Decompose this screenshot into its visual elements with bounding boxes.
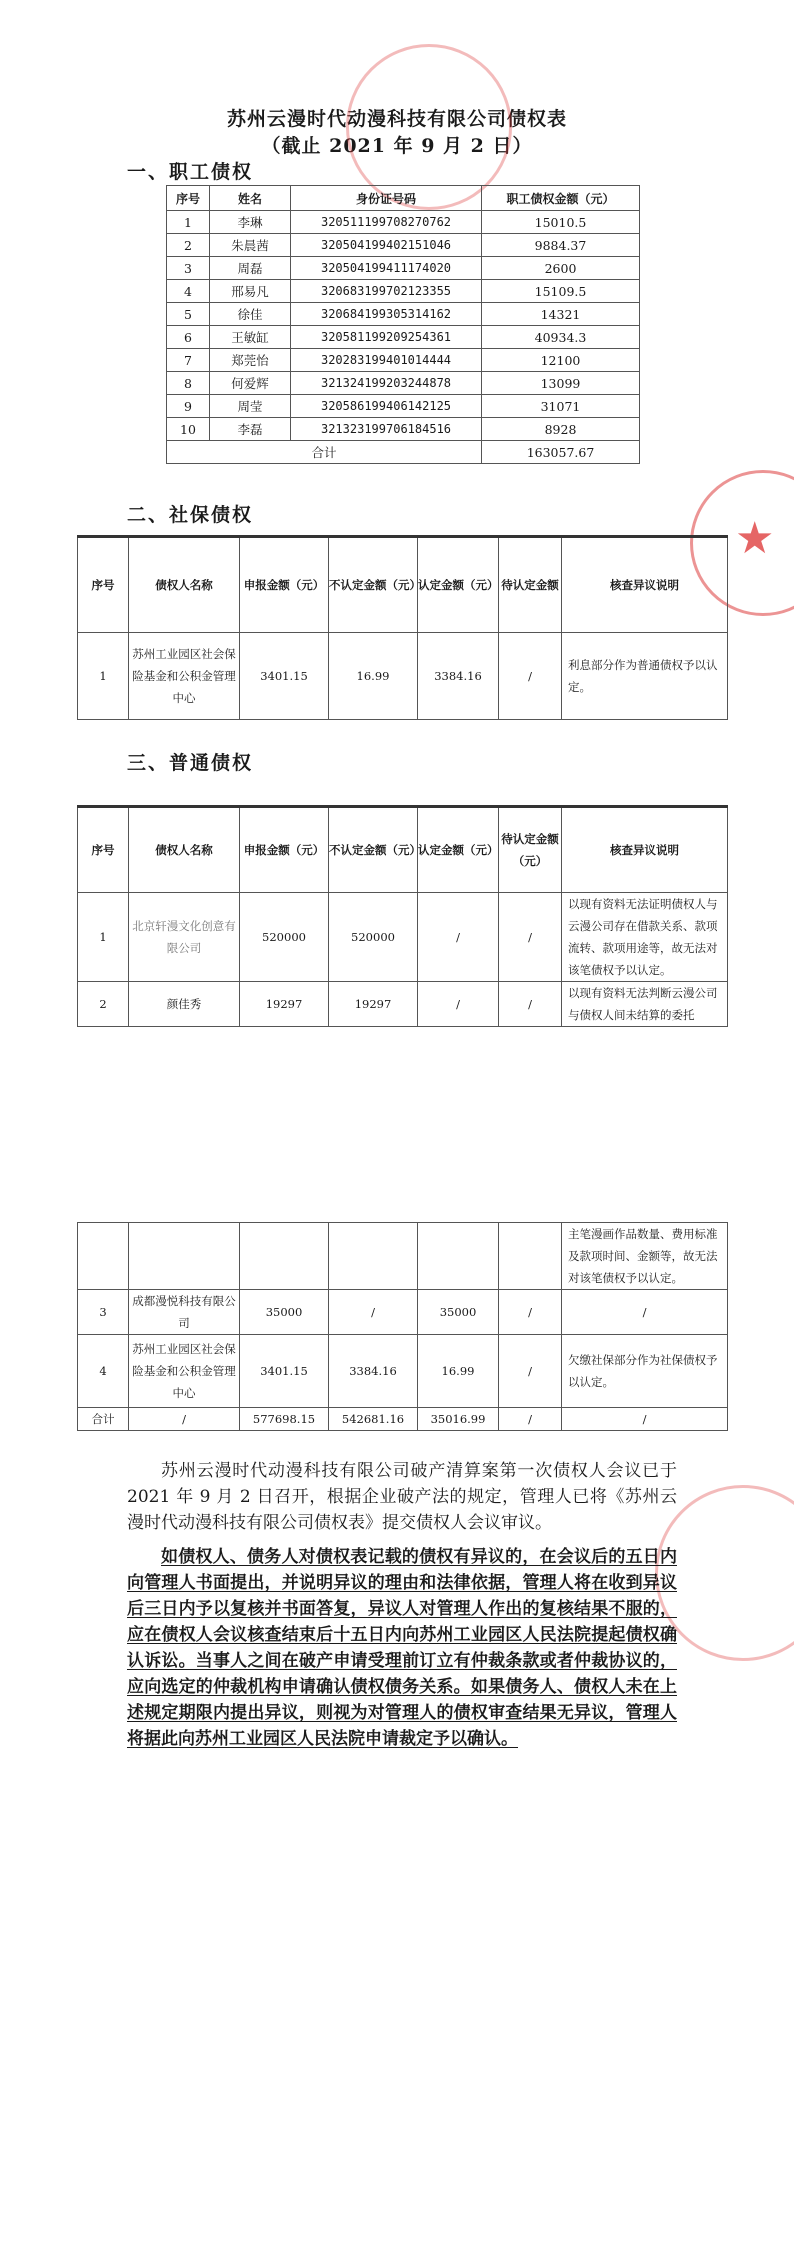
cell: 320283199401014444 xyxy=(291,349,482,372)
cell: 欠缴社保部分作为社保债权予以认定。 xyxy=(562,1335,728,1408)
section1-heading: 一、职工债权 xyxy=(127,161,254,183)
cell: / xyxy=(562,1290,728,1335)
header-cell: 债权人名称 xyxy=(129,807,240,893)
cell: 7 xyxy=(167,349,210,372)
cell: 利息部分作为普通债权予以认定。 xyxy=(562,633,728,720)
cell: 8 xyxy=(167,372,210,395)
cell: 8928 xyxy=(482,418,640,441)
cell: 320504199402151046 xyxy=(291,234,482,257)
header-cell: 序号 xyxy=(78,537,129,633)
header-cell: 申报金额（元） xyxy=(240,807,329,893)
cell: 4 xyxy=(78,1335,129,1408)
cell: 邢易凡 xyxy=(210,280,291,303)
header-cell: 职工债权金额（元） xyxy=(482,186,640,211)
cell: 320504199411174020 xyxy=(291,257,482,280)
cell: 主笔漫画作品数量、费用标准及款项时间、金额等，故无法对该笔债权予以认定。 xyxy=(562,1223,728,1290)
header-cell: 不认定金额（元） xyxy=(329,537,418,633)
cell: 3 xyxy=(78,1290,129,1335)
table-row xyxy=(78,1335,728,1408)
employee-claims-table xyxy=(166,185,640,464)
cell: 1 xyxy=(167,211,210,234)
cell: 1 xyxy=(78,893,129,982)
social-security-claims-table xyxy=(77,535,728,720)
cell: 31071 xyxy=(482,395,640,418)
cell: 5 xyxy=(167,303,210,326)
cell: 14321 xyxy=(482,303,640,326)
cell: 3 xyxy=(167,257,210,280)
header-cell: 认定金额（元） xyxy=(418,807,499,893)
header-cell: 核查异议说明 xyxy=(562,537,728,633)
header-cell: 序号 xyxy=(167,186,210,211)
cell: 577698.15 xyxy=(240,1408,329,1431)
cell: 19297 xyxy=(240,982,329,1027)
total-row xyxy=(78,1408,728,1431)
cell: 320586199406142125 xyxy=(291,395,482,418)
cell: 520000 xyxy=(240,893,329,982)
header-cell: 核查异议说明 xyxy=(562,807,728,893)
cell: 35000 xyxy=(240,1290,329,1335)
cell xyxy=(499,1223,562,1290)
cell: 王敏缸 xyxy=(210,326,291,349)
cell: / xyxy=(499,1335,562,1408)
cell: 朱晨茜 xyxy=(210,234,291,257)
cell: 苏州工业园区社会保险基金和公积金管理中心 xyxy=(129,633,240,720)
cell: 320511199708270762 xyxy=(291,211,482,234)
cell: / xyxy=(499,982,562,1027)
header-cell: 申报金额（元） xyxy=(240,537,329,633)
cell xyxy=(418,1223,499,1290)
cell: 郑莞怡 xyxy=(210,349,291,372)
header-cell: 不认定金额（元） xyxy=(329,807,418,893)
table-row xyxy=(167,372,640,395)
cell: 颜佳秀 xyxy=(129,982,240,1027)
cell: 3401.15 xyxy=(240,1335,329,1408)
ordinary-claims-table-continued xyxy=(77,1222,728,1431)
header-cell: 认定金额（元） xyxy=(418,537,499,633)
cell: / xyxy=(499,633,562,720)
cell: 320684199305314162 xyxy=(291,303,482,326)
total-row xyxy=(167,441,640,464)
cell: 1 xyxy=(78,633,129,720)
star-icon: ★ xyxy=(735,513,775,564)
cell: / xyxy=(129,1408,240,1431)
cell: 北京轩漫文化创意有限公司 xyxy=(129,893,240,982)
table-row xyxy=(167,326,640,349)
cell: 542681.16 xyxy=(329,1408,418,1431)
table-row xyxy=(167,303,640,326)
cell: 2 xyxy=(78,982,129,1027)
cell: 4 xyxy=(167,280,210,303)
cell: 40934.3 xyxy=(482,326,640,349)
cell: 35000 xyxy=(418,1290,499,1335)
table-row xyxy=(78,1223,728,1290)
objection-paragraph: 如债权人、债务人对债权表记载的债权有异议的，在会议后的五日内向管理人书面提出，并说明异议的理由和法律依据，管理人将在收到异议后三日内予以复核并书面答复，异议人对管理人作出的复核结果不服的，应在债权人会议核查结束后十五日内向苏州工业园区人民法院提起债权确认诉讼。当事人之间在破产申请受理前订立有仲裁条款或者仲裁协议的，应向选定的仲裁机构申请确认债权债务关系。如果债务人、债权人未在上述规定期限内提出异议，则视为对管理人的债权审查结果无异议，管理人将据此向苏州工业园区人民法院申请裁定予以确认。 xyxy=(127,1547,677,1749)
cell: 3384.16 xyxy=(418,633,499,720)
table-header-row xyxy=(167,186,640,211)
cell: 9 xyxy=(167,395,210,418)
table-row xyxy=(167,280,640,303)
notice-paragraph: 苏州云漫时代动漫科技有限公司破产清算案第一次债权人会议已于 2021 年 9 月 2 日召开，根据企业破产法的规定，管理人已将《苏州云漫时代动漫科技有限公司债权表》提交债权人会议审议。 xyxy=(127,1461,677,1533)
cell: 12100 xyxy=(482,349,640,372)
cell: 周莹 xyxy=(210,395,291,418)
cell: 何爱辉 xyxy=(210,372,291,395)
cell: 13099 xyxy=(482,372,640,395)
cell: 2600 xyxy=(482,257,640,280)
cell: 2 xyxy=(167,234,210,257)
cell xyxy=(129,1223,240,1290)
header-cell: 姓名 xyxy=(210,186,291,211)
header-cell: 债权人名称 xyxy=(129,537,240,633)
cell: 以现有资料无法证明债权人与云漫公司存在借款关系、款项流转、款项用途等，故无法对该笔债权予以认定。 xyxy=(562,893,728,982)
table-header-row xyxy=(78,537,728,633)
cell: 15010.5 xyxy=(482,211,640,234)
total-label: 合计 xyxy=(167,441,482,464)
total-value: 163057.67 xyxy=(482,441,640,464)
cell: 徐佳 xyxy=(210,303,291,326)
cell xyxy=(329,1223,418,1290)
cell: / xyxy=(499,1408,562,1431)
header-cell: 身份证号码 xyxy=(291,186,482,211)
table-row xyxy=(167,257,640,280)
table-header-row xyxy=(78,807,728,893)
cell: / xyxy=(562,1408,728,1431)
table-row xyxy=(78,982,728,1027)
cell: 以现有资料无法判断云漫公司与债权人间未结算的委托 xyxy=(562,982,728,1027)
cell: 3401.15 xyxy=(240,633,329,720)
ordinary-claims-table xyxy=(77,805,728,1027)
document-title: 苏州云漫时代动漫科技有限公司债权表 xyxy=(226,108,567,130)
cell xyxy=(78,1223,129,1290)
cell: 10 xyxy=(167,418,210,441)
cell: 9884.37 xyxy=(482,234,640,257)
cell: 6 xyxy=(167,326,210,349)
header-cell: 待认定金额 xyxy=(499,537,562,633)
cell: 320581199209254361 xyxy=(291,326,482,349)
table-row xyxy=(78,633,728,720)
cell: / xyxy=(329,1290,418,1335)
cell: 35016.99 xyxy=(418,1408,499,1431)
cell: 3384.16 xyxy=(329,1335,418,1408)
cell xyxy=(240,1223,329,1290)
cell: 成都漫悦科技有限公司 xyxy=(129,1290,240,1335)
cell: 李磊 xyxy=(210,418,291,441)
section3-heading: 三、普通债权 xyxy=(127,752,254,774)
cell: / xyxy=(499,893,562,982)
header-cell: 序号 xyxy=(78,807,129,893)
cell: 15109.5 xyxy=(482,280,640,303)
table-row xyxy=(167,349,640,372)
table-row xyxy=(167,418,640,441)
cell: 520000 xyxy=(329,893,418,982)
cell: 李琳 xyxy=(210,211,291,234)
cell: 321323199706184516 xyxy=(291,418,482,441)
table-row xyxy=(167,395,640,418)
section2-heading: 二、社保债权 xyxy=(127,504,254,526)
cell: / xyxy=(499,1290,562,1335)
cell: / xyxy=(418,982,499,1027)
cell: 16.99 xyxy=(418,1335,499,1408)
cell: 苏州工业园区社会保险基金和公积金管理中心 xyxy=(129,1335,240,1408)
cell: 周磊 xyxy=(210,257,291,280)
table-row xyxy=(78,1290,728,1335)
table-row xyxy=(78,893,728,982)
cell: 321324199203244878 xyxy=(291,372,482,395)
header-cell: 待认定金额（元） xyxy=(499,807,562,893)
table-row xyxy=(167,211,640,234)
document-subtitle: （截止 2021 年 9 月 2 日） xyxy=(261,135,533,157)
cell: / xyxy=(418,893,499,982)
cell: 16.99 xyxy=(329,633,418,720)
cell: 19297 xyxy=(329,982,418,1027)
table-row xyxy=(167,234,640,257)
cell: 320683199702123355 xyxy=(291,280,482,303)
cell: 合计 xyxy=(78,1408,129,1431)
